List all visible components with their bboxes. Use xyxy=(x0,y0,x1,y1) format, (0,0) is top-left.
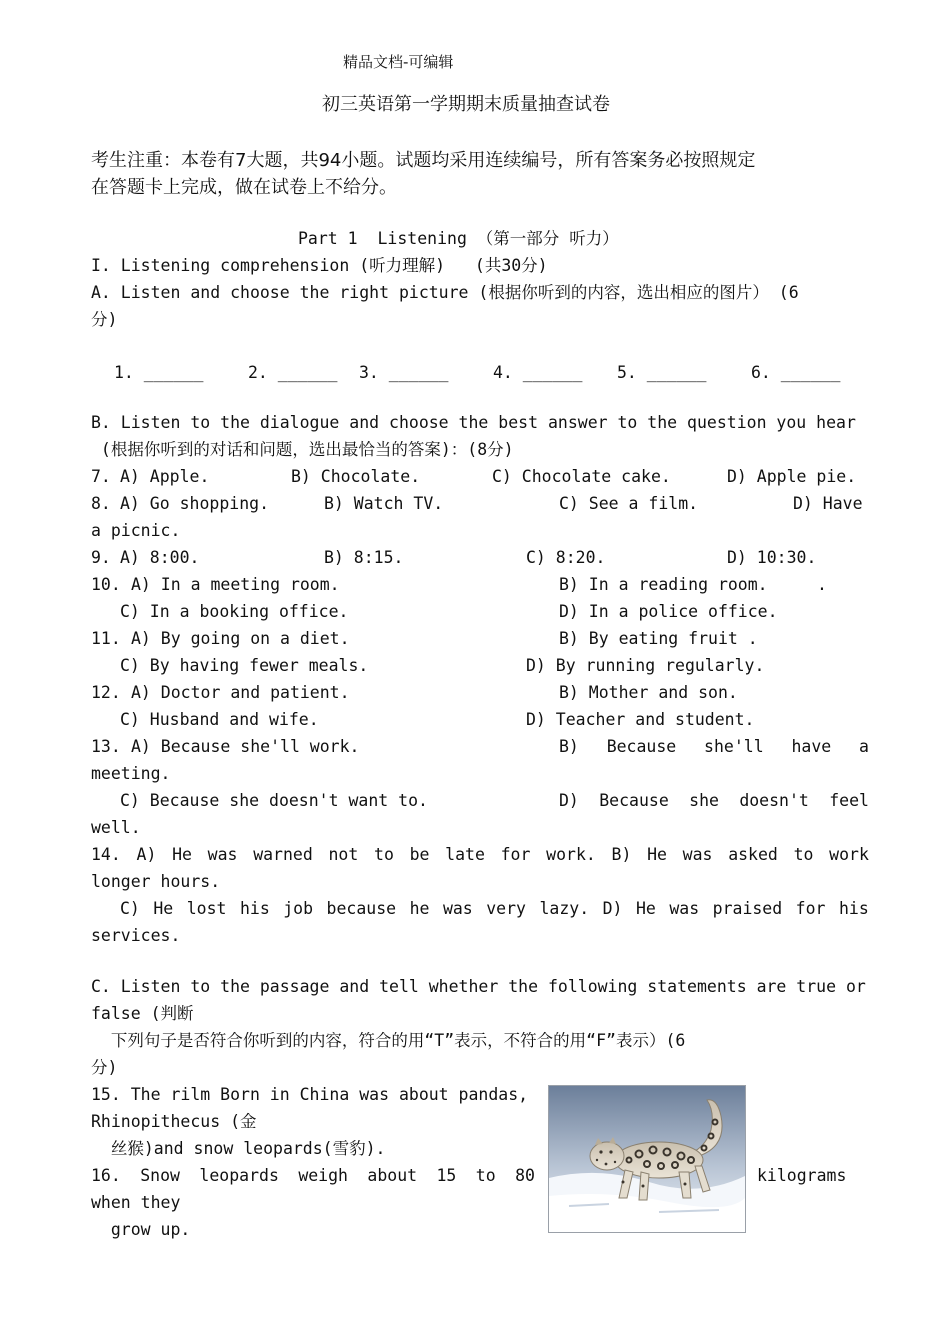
section1-heading: I. Listening comprehension (听力理解) (共30分) xyxy=(91,256,548,275)
q8-option-b: B) Watch TV. xyxy=(324,494,444,513)
q11-option-a: A) By going on a diet. xyxy=(131,629,350,648)
q16-line-3: grow up. xyxy=(91,1220,191,1239)
q8-option-d: D) Have xyxy=(793,494,863,513)
answer-blank-3[interactable]: 3. ______ xyxy=(359,363,449,382)
q13-d-w3: she xyxy=(689,791,719,810)
q11-option-d: D) By running regularly. xyxy=(526,656,765,675)
w: D) xyxy=(602,899,623,918)
answer-blank-1[interactable]: 1. ______ xyxy=(114,363,204,382)
q7-number: 7. xyxy=(91,467,111,486)
q9-option-c: C) 8:20. xyxy=(526,548,606,567)
w: for xyxy=(795,899,826,918)
w: about xyxy=(367,1166,418,1185)
q9-number: 9. xyxy=(91,548,111,567)
sectionA-line-1: A. Listen and choose the right picture (根据你听到的内容，选出相应的图片） (6 xyxy=(91,283,799,302)
answer-blank-2[interactable]: 2. ______ xyxy=(248,363,338,382)
q8-number: 8. xyxy=(91,494,111,513)
w: job xyxy=(283,899,314,918)
part1-heading: Part 1 Listening （第一部分 听力） xyxy=(298,229,619,248)
w: 15 xyxy=(436,1166,457,1185)
q13-option-c: C) Because she doesn't want to. xyxy=(120,791,428,810)
q9-option-b: B) 8:15. xyxy=(324,548,404,567)
q14-line-4: services. xyxy=(91,926,181,945)
q11-option-c: C) By having fewer meals. xyxy=(120,656,369,675)
w: was xyxy=(442,899,473,918)
q10-number: 10. xyxy=(91,575,121,594)
answer-blank-5[interactable]: 5. ______ xyxy=(617,363,707,382)
q12-number: 12. xyxy=(91,683,121,702)
w: 16. xyxy=(91,1166,121,1185)
w: He xyxy=(647,845,667,864)
q15-line-1: 15. The rilm Born in China was about pandas, xyxy=(91,1085,529,1104)
notice-line-1: 考生注重：本卷有7大题，共94小题。试题均采用连续编号，所有答案务必按照规定 xyxy=(91,150,756,171)
q11-number: 11. xyxy=(91,629,121,648)
w: was xyxy=(669,899,700,918)
q10-option-b: B) In a reading room. xyxy=(559,575,768,594)
w: asked xyxy=(728,845,778,864)
q13-b-w5: a xyxy=(859,737,869,756)
exam-title: 初三英语第一学期期末质量抽查试卷 xyxy=(322,94,610,115)
w: weigh xyxy=(298,1166,348,1185)
w: work xyxy=(829,845,869,864)
answer-blank-6[interactable]: 6. ______ xyxy=(751,363,841,382)
w: he xyxy=(409,899,430,918)
q13-d-w5: feel xyxy=(829,791,869,810)
q12-option-b: B) Mother and son. xyxy=(559,683,738,702)
q13-b-w2: Because xyxy=(606,737,677,756)
w: his xyxy=(239,899,270,918)
w: late xyxy=(445,845,485,864)
w: was xyxy=(207,845,238,864)
q13-option-a: A) Because she'll work. xyxy=(131,737,360,756)
q13-option-d-cont: well. xyxy=(91,818,141,837)
q13-d-w2: Because xyxy=(599,791,669,810)
q13-d-w4: doesn't xyxy=(739,791,809,810)
q10-option-d: D) In a police office. xyxy=(559,602,778,621)
w: warned xyxy=(253,845,313,864)
w: A) xyxy=(136,845,157,864)
sectionC-line-4: 分) xyxy=(91,1058,118,1077)
q12-option-d: D) Teacher and student. xyxy=(526,710,755,729)
w: his xyxy=(838,899,869,918)
q14-line-3 xyxy=(120,895,869,922)
q8-option-a: A) Go shopping. xyxy=(120,494,270,513)
w: praised xyxy=(712,899,783,918)
q13-b-w3: she'll xyxy=(704,737,764,756)
q15-line-2: Rhinopithecus (金 xyxy=(91,1112,257,1131)
w: was xyxy=(682,845,713,864)
w: lazy. xyxy=(539,899,590,918)
q8-option-d-cont: a picnic. xyxy=(91,521,181,540)
q13-option-b xyxy=(559,733,869,760)
q13-b-w4: have xyxy=(791,737,832,756)
q14-line-2: longer hours. xyxy=(91,872,221,891)
sectionA-line-2: 分) xyxy=(91,310,118,329)
w: work. xyxy=(546,845,596,864)
q7-option-b: B) Chocolate. xyxy=(291,467,421,486)
sectionC-line-3: 下列句子是否符合你听到的内容，符合的用“T”表示，不符合的用“F”表示）(6 xyxy=(91,1031,686,1050)
w: B) xyxy=(611,845,632,864)
q16-line-2: when they xyxy=(91,1193,181,1212)
q14-line-1 xyxy=(91,841,869,868)
q9-option-a: A) 8:00. xyxy=(120,548,200,567)
sectionB-line-2: (根据你听到的对话和问题，选出最恰当的答案)：(8分) xyxy=(91,440,514,459)
q13-option-d xyxy=(559,787,869,814)
w: lost xyxy=(186,899,227,918)
sectionC-line-2: false (判断 xyxy=(91,1004,194,1023)
q10-option-c: C) In a booking office. xyxy=(120,602,349,621)
w: to xyxy=(475,1166,496,1185)
w: 14. xyxy=(91,845,121,864)
w: He xyxy=(153,899,174,918)
q13-number: 13. xyxy=(91,737,121,756)
q10-stray-dot: . xyxy=(817,575,827,594)
notice-line-2: 在答题卡上完成，做在试卷上不给分。 xyxy=(91,177,397,198)
q12-option-c: C) Husband and wife. xyxy=(120,710,319,729)
w: to xyxy=(374,845,394,864)
sectionC-line-1: C. Listen to the passage and tell whether the following statements are true or xyxy=(91,977,866,996)
snow-leopard-photo xyxy=(548,1085,746,1233)
q7-option-c: C) Chocolate cake. xyxy=(492,467,671,486)
w: because xyxy=(326,899,397,918)
w: He xyxy=(172,845,192,864)
q8-option-c: C) See a film. xyxy=(559,494,699,513)
q13-option-b-cont: meeting. xyxy=(91,764,171,783)
q11-option-b: B) By eating fruit . xyxy=(559,629,758,648)
w: He xyxy=(635,899,656,918)
w: be xyxy=(409,845,430,864)
sectionB-line-1: B. Listen to the dialogue and choose the best answer to the question you hear xyxy=(91,413,856,432)
q16-line-1 xyxy=(91,1162,535,1189)
q9-option-d: D) 10:30. xyxy=(727,548,817,567)
w: C) xyxy=(120,899,140,918)
w: very xyxy=(486,899,526,918)
w: not xyxy=(328,845,359,864)
answer-blank-4[interactable]: 4. ______ xyxy=(493,363,583,382)
w: 80 xyxy=(515,1166,535,1185)
q13-b-w1: B) xyxy=(559,737,579,756)
q16-kilograms: kilograms xyxy=(757,1166,847,1185)
q7-option-d: D) Apple pie. xyxy=(727,467,857,486)
w: to xyxy=(793,845,814,864)
q10-option-a: A) In a meeting room. xyxy=(131,575,340,594)
q7-option-a: A) Apple. xyxy=(120,467,210,486)
q13-d-w1: D) xyxy=(559,791,579,810)
w: for xyxy=(500,845,531,864)
q12-option-a: A) Doctor and patient. xyxy=(131,683,350,702)
w: leopards xyxy=(199,1166,279,1185)
w: Snow xyxy=(140,1166,180,1185)
page-header: 精品文档-可编辑 xyxy=(343,53,454,71)
q15-line-3: 丝猴)and snow leopards(雪豹). xyxy=(91,1139,386,1158)
